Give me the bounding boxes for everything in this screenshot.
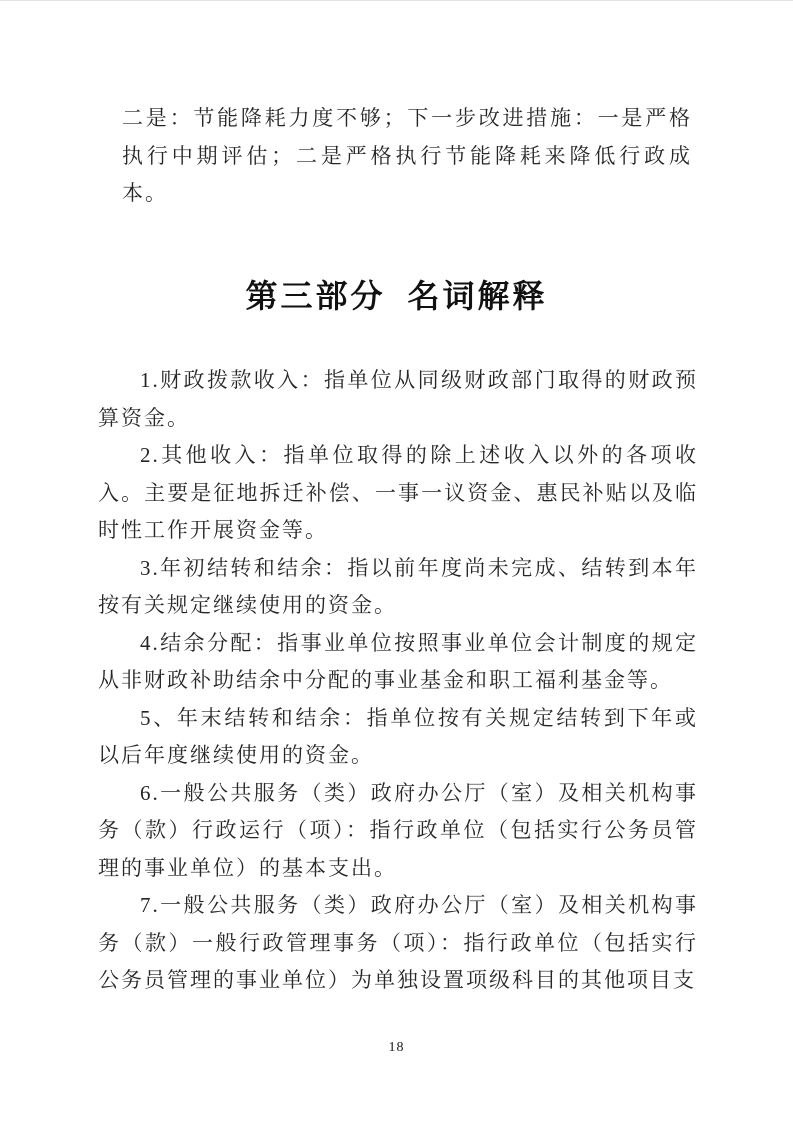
- definition-paragraph: 5、年末结转和结余：指单位按有关规定结转到下年或以后年度继续使用的资金。: [98, 705, 698, 767]
- definition-paragraph: 3.年初结转和结余：指以前年度尚未完成、结转到本年按有关规定继续使用的资金。: [98, 555, 698, 617]
- page-number: 18: [388, 1040, 405, 1055]
- section-title: 第三部分 名词解释: [245, 278, 548, 314]
- definition-paragraph: 2.其他收入：指单位取得的除上述收入以外的各项收入。主要是征地拆迁补偿、一事一议资金、惠民补贴以及临时性工作开展资金等。: [98, 443, 698, 542]
- carryover-paragraph: 二是：节能降耗力度不够；下一步改进措施：一是严格执行中期评估；二是严格执行节能降耗来降低行政成本。: [122, 106, 692, 205]
- definitions-block: [98, 362, 698, 1000]
- definition-paragraph: 7.一般公共服务（类）政府办公厅（室）及相关机构事务（款）一般行政管理事务（项）：指行政单位（包括实行公务员管理的事业单位）为单独设置项级科目的其他项目支: [98, 893, 698, 992]
- definition-paragraph: 1.财政拨款收入：指单位从同级财政部门取得的财政预算资金。: [98, 368, 698, 430]
- definition-paragraph: 6.一般公共服务（类）政府办公厅（室）及相关机构事务（款）行政运行（项）：指行政单位（包括实行公务员管理的事业单位）的基本支出。: [98, 780, 698, 880]
- definition-paragraph: 4.结余分配：指事业单位按照事业单位会计制度的规定从非财政补助结余中分配的事业基金和职工福利基金等。: [98, 630, 698, 692]
